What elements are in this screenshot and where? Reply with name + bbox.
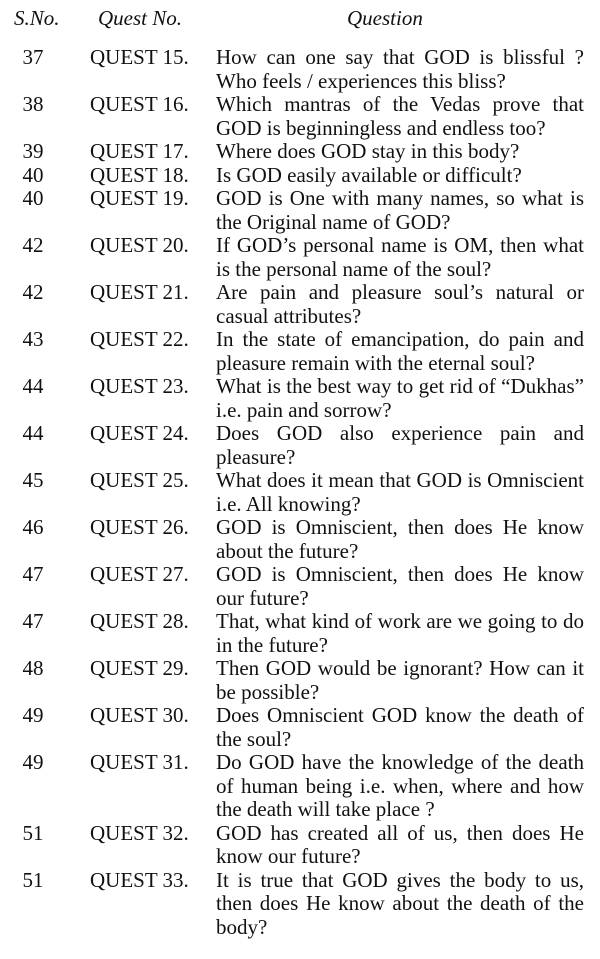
question-text: It is true that GOD gives the body to us, then does He know about the death of the body? bbox=[216, 867, 584, 939]
sno-column-header: S.No. bbox=[14, 6, 60, 30]
question-text: What is the best way to get rid of “Dukhas” i.e. pain and sorrow? bbox=[216, 374, 584, 422]
table-row bbox=[0, 140, 600, 164]
quest-number: QUEST 32. bbox=[90, 820, 189, 845]
question-text: Are pain and pleasure soul’s natural or casual attributes? bbox=[216, 280, 584, 328]
serial-number: 45 bbox=[22, 468, 44, 492]
table-row bbox=[0, 610, 600, 657]
quest-number: QUEST 27. bbox=[90, 562, 189, 586]
quest-number: QUEST 23. bbox=[90, 374, 189, 398]
question-text: Then GOD would be ignorant? How can it be possible? bbox=[216, 656, 584, 704]
question-text: That, what kind of work are we going to do in the future? bbox=[216, 609, 584, 657]
question-text: Which mantras of the Vedas prove that GOD is beginningless and endless too? bbox=[216, 92, 584, 140]
quest-number: QUEST 16. bbox=[90, 92, 189, 116]
question-text: What does it mean that GOD is Omniscient i.e. All knowing? bbox=[216, 468, 584, 516]
question-text: Do GOD have the knowledge of the death of human being i.e. when, where and how the death will take place ? bbox=[216, 750, 584, 821]
quest-number: QUEST 17. bbox=[90, 139, 189, 163]
quest-number: QUEST 24. bbox=[90, 421, 189, 445]
serial-number: 48 bbox=[22, 656, 44, 680]
table-row bbox=[0, 187, 600, 234]
table-row bbox=[0, 751, 600, 822]
question-text: How can one say that GOD is blissful ? Who feels / experiences this bliss? bbox=[216, 45, 584, 93]
table-row bbox=[0, 93, 600, 140]
serial-number: 51 bbox=[22, 867, 44, 892]
serial-number: 49 bbox=[22, 703, 44, 727]
serial-number: 47 bbox=[22, 609, 44, 633]
question-text: Does Omniscient GOD know the death of the soul? bbox=[216, 703, 584, 751]
serial-number: 42 bbox=[22, 233, 44, 257]
table-row bbox=[0, 822, 600, 869]
serial-number: 42 bbox=[22, 280, 44, 304]
serial-number: 39 bbox=[22, 139, 44, 163]
question-text: In the state of emancipation, do pain and pleasure remain with the eternal soul? bbox=[216, 327, 584, 375]
serial-number: 44 bbox=[22, 374, 44, 398]
serial-number: 49 bbox=[22, 750, 44, 774]
question-text: GOD is Omniscient, then does He know about the future? bbox=[216, 515, 584, 563]
serial-number: 46 bbox=[22, 515, 44, 539]
serial-number: 47 bbox=[22, 562, 44, 586]
quest-no-column-header: Quest No. bbox=[98, 6, 182, 30]
quest-number: QUEST 31. bbox=[90, 750, 189, 774]
serial-number: 37 bbox=[22, 45, 44, 69]
table-row bbox=[0, 422, 600, 469]
quest-number: QUEST 19. bbox=[90, 186, 189, 210]
question-text: If GOD’s personal name is OM, then what is the personal name of the soul? bbox=[216, 233, 584, 281]
table-row bbox=[0, 46, 600, 93]
table-row bbox=[0, 704, 600, 751]
quest-number: QUEST 26. bbox=[90, 515, 189, 539]
quest-number: QUEST 15. bbox=[90, 45, 189, 69]
quest-number: QUEST 25. bbox=[90, 468, 189, 492]
table-row bbox=[0, 563, 600, 610]
table-row bbox=[0, 281, 600, 328]
question-text: GOD is One with many names, so what is the Original name of GOD? bbox=[216, 186, 584, 234]
serial-number: 38 bbox=[22, 92, 44, 116]
quest-number: QUEST 30. bbox=[90, 703, 189, 727]
serial-number: 43 bbox=[22, 327, 44, 351]
question-text: Where does GOD stay in this body? bbox=[216, 139, 520, 163]
question-column-header: Question bbox=[347, 6, 423, 30]
table-row bbox=[0, 328, 600, 375]
question-text: Does GOD also experience pain and pleasure? bbox=[216, 421, 584, 469]
quest-number: QUEST 33. bbox=[90, 867, 189, 892]
quest-number: QUEST 21. bbox=[90, 280, 189, 304]
serial-number: 51 bbox=[22, 820, 44, 845]
table-row bbox=[0, 164, 600, 188]
question-list bbox=[0, 46, 600, 939]
quest-number: QUEST 20. bbox=[90, 233, 189, 257]
table-row bbox=[0, 657, 600, 704]
serial-number: 40 bbox=[22, 162, 44, 187]
question-text: GOD is Omniscient, then does He know our future? bbox=[216, 562, 584, 610]
question-text: Is GOD easily available or difficult? bbox=[216, 162, 522, 187]
quest-number: QUEST 22. bbox=[90, 327, 189, 351]
question-text: GOD has created all of us, then does He know our future? bbox=[216, 820, 584, 868]
serial-number: 44 bbox=[22, 421, 44, 445]
table-row bbox=[0, 234, 600, 281]
table-row bbox=[0, 516, 600, 563]
table-row bbox=[0, 469, 600, 516]
serial-number: 40 bbox=[22, 186, 44, 210]
quest-number: QUEST 18. bbox=[90, 162, 189, 187]
quest-number: QUEST 28. bbox=[90, 609, 189, 633]
table-row bbox=[0, 375, 600, 422]
quest-number: QUEST 29. bbox=[90, 656, 189, 680]
table-header bbox=[0, 6, 600, 36]
table-row bbox=[0, 869, 600, 940]
